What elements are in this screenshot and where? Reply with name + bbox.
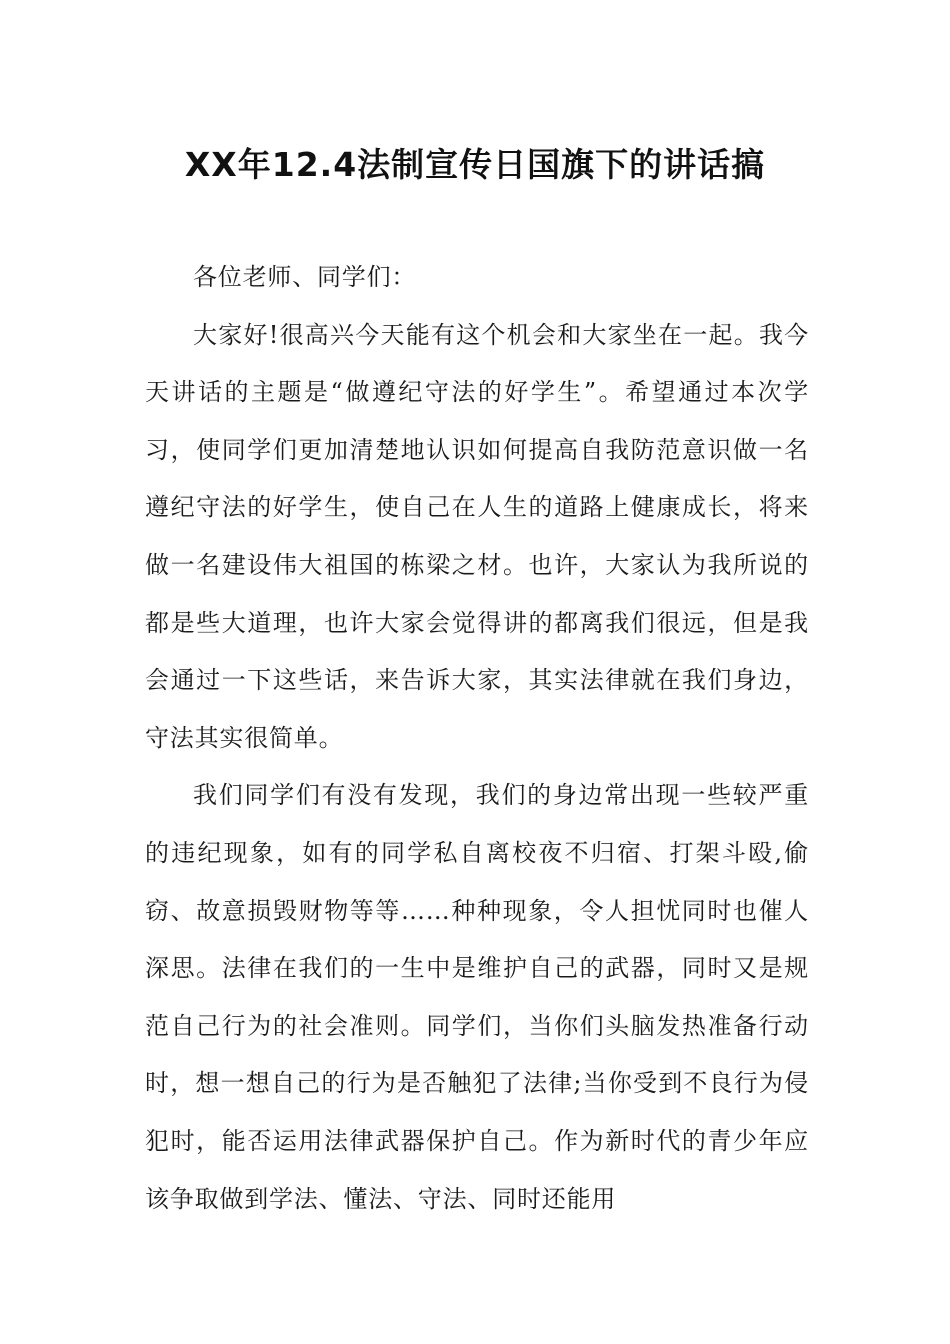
paragraph-1: 大家好!很高兴今天能有这个机会和大家坐在一起。我今天讲话的主题是“做遵纪守法的好学生”。希望通过本次学习，使同学们更加清楚地认识如何提高自我防范意识做一名遵纪守法的好学生，使自己在人生的道路上健康成长，将来做一名建设伟大祖国的栋梁之材。也许，大家认为我所说的都是些大道理，也许大家会觉得讲的都离我们很远，但是我会通过一下这些话，来告诉大家，其实法律就在我们身边，守法其实很简单。 <box>145 320 809 752</box>
paragraph-2: 我们同学们有没有发现，我们的身边常出现一些较严重的违纪现象，如有的同学私自离校夜不归宿、打架斗殴,偷窃、故意损毁财物等等……种种现象，令人担忧同时也催人深思。法律在我们的一生中是维护自己的武器，同时又是规范自己行为的社会准则。同学们，当你们头脑发热准备行动时，想一想自己的行为是否触犯了法律;当你受到不良行为侵犯时，能否运用法律武器保护自己。作为新时代的青少年应该争取做到学法、懂法、守法、同时还能用 <box>145 781 809 1213</box>
document-body <box>145 249 809 1228</box>
salutation: 各位老师、同学们： <box>193 263 417 291</box>
document-title: XX年12.4法制宣传日国旗下的讲话搞 <box>184 145 766 185</box>
